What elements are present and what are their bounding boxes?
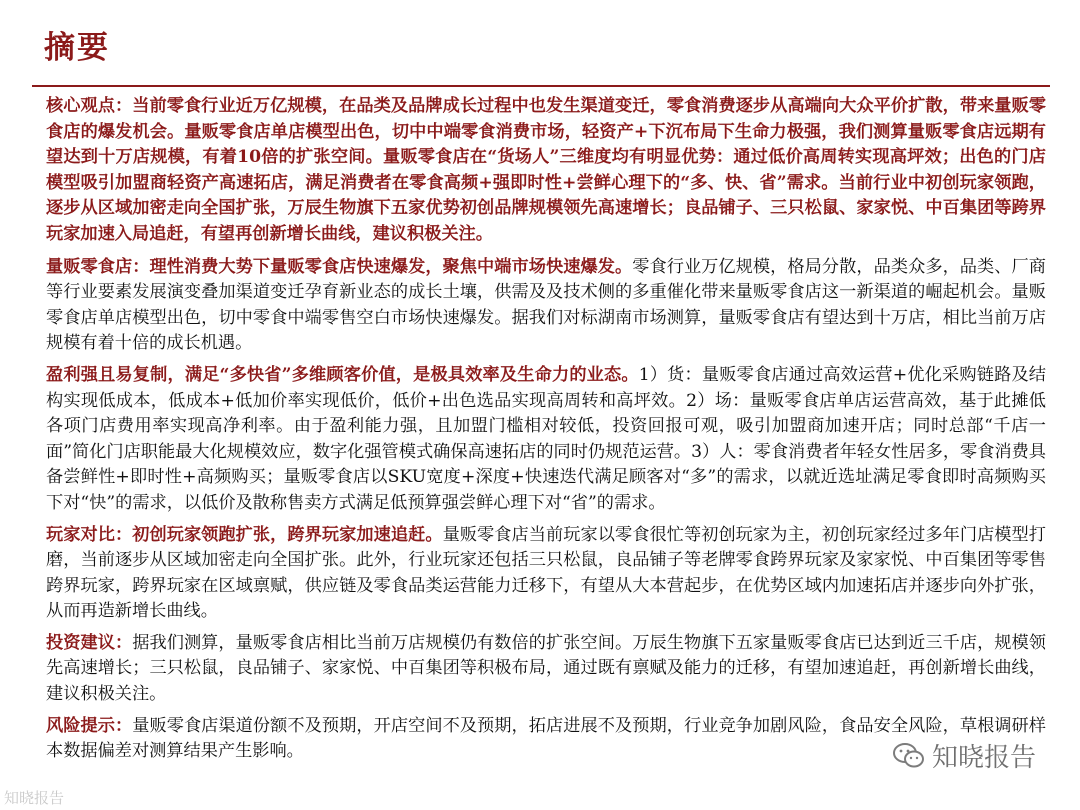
watermark-text: 知晓报告	[931, 743, 1036, 773]
section-heading: 投资建议：	[46, 632, 133, 653]
section-player-comparison	[46, 523, 1046, 625]
section-heading: 量贩零食店：	[46, 256, 150, 277]
section-body: 当前零食行业近万亿规模，在品类及品牌成长过程中也发生渠道变迁，零食消费逐步从高端向大众平价扩散，带来量贩零食店的爆发机会。量贩零食店单店模型出色，切中中端零食消费市场，轻资产+下沉布局下生命力极强，我们测算量贩零食店远期有望达到十万店规模，有着10倍的扩张空间。量贩零食店在“货场人”三维度均有明显优势：通过低价高周转实现高坪效；出色的门店模型吸引加盟商轻资产高速拓店，满足消费者在零食高频+强即时性+尝鲜心理下的“多、快、省”需求。当前行业中初创玩家领跑，逐步从区域加密走向全国扩张，万辰生物旗下五家优势初创品牌规模领先高速增长；良品铺子、三只松鼠、家家悦、中百集团等跨界玩家加速入局追赶，有望再创新增长曲线，建议积极关注。	[46, 96, 1046, 244]
corner-watermark: 知晓报告	[4, 789, 65, 807]
wechat-icon	[892, 742, 926, 770]
section-body: 零食行业万亿规模，格局分散，品类众多，品类、厂商等行业要素发展演变叠加渠道变迁孕育新业态的成长土壤，供需及及技术侧的多重催化带来量贩零食店这一新渠道的崛起机会。量贩零食店单店模型出色，切中零食中端零售空白市场快速爆发。据我们对标湖南市场测算，量贩零食店有望达到十万店，相比当前万店规模有着十倍的成长机遇。	[46, 256, 1046, 354]
section-heading: 玩家对比：	[46, 524, 133, 545]
section-snack-store	[46, 255, 1046, 357]
section-body: 量贩零食店当前玩家以零食很忙等初创玩家为主，初创玩家经过多年门店模型打磨，当前逐步从区域加密走向全国扩张。此外，行业玩家还包括三只松鼠，良品铺子等老牌零食跨界玩家及家家悦、中百集团等零售跨界玩家，跨界玩家在区域禀赋，供应链及零食品类运营能力迁移下，有望从大本营起步，在优势区域内加速拓店并逐步向外扩张，从而再造新增长曲线。	[46, 524, 1046, 622]
section-body: 量贩零食店渠道份额不及预期，开店空间不及预期，拓店进展不及预期，行业竞争加剧风险，食品安全风险，草根调研样本数据偏差对测算结果产生影响。	[46, 715, 1046, 762]
page-title: 摘要	[44, 30, 110, 66]
section-lead: 理性消费大势下量贩零食店快速爆发，聚焦中端市场快速爆发。	[149, 256, 633, 277]
summary-content	[46, 94, 1046, 771]
section-investment-advice	[46, 631, 1046, 708]
section-lead: 初创玩家领跑扩张，跨界玩家加速追赶。	[132, 524, 443, 545]
section-profitability	[46, 363, 1046, 517]
section-core-view	[46, 94, 1046, 248]
watermark	[888, 737, 1040, 774]
section-body: 据我们测算，量贩零食店相比当前万店规模仍有数倍的扩张空间。万辰生物旗下五家量贩零食店已达到近三千店，规模领先高速增长；三只松鼠，良品铺子、家家悦、中百集团等积极布局，通过既有禀赋及能力的迁移，有望加速追赶，再创新增长曲线，建议积极关注。	[46, 632, 1046, 705]
title-divider	[32, 85, 1050, 87]
section-heading: 核心观点：	[46, 96, 133, 116]
section-lead: 盈利强且易复制，满足“多快省”多维顾客价值，是极具效率及生命力的业态。	[46, 364, 639, 385]
section-body: 1）货：量贩零食店通过高效运营+优化采购链路及结构实现低成本，低成本+低加价率实现低价，低价+出色选品实现高周转和高坪效。2）场：量贩零食店单店运营高效，基于此摊低各项门店费用率实现高净利率。由于盈利能力强，且加盟门槛相对较低，投资回报可观，吸引加盟商加速开店；同时总部“千店一面”简化门店职能最大化规模效应，数字化强管模式确保高速拓店的同时仍规范运营。3）人：零食消费者年轻女性居多，零食消费具备尝鲜性+即时性+高频购买；量贩零食店以SKU宽度+深度+快速迭代满足顾客对“多”的需求，以就近选址满足零食即时高频购买下对“快”的需求，以低价及散称售卖方式满足低预算强尝鲜心理下对“省”的需求。	[46, 364, 1046, 513]
section-heading: 风险提示：	[46, 715, 133, 736]
